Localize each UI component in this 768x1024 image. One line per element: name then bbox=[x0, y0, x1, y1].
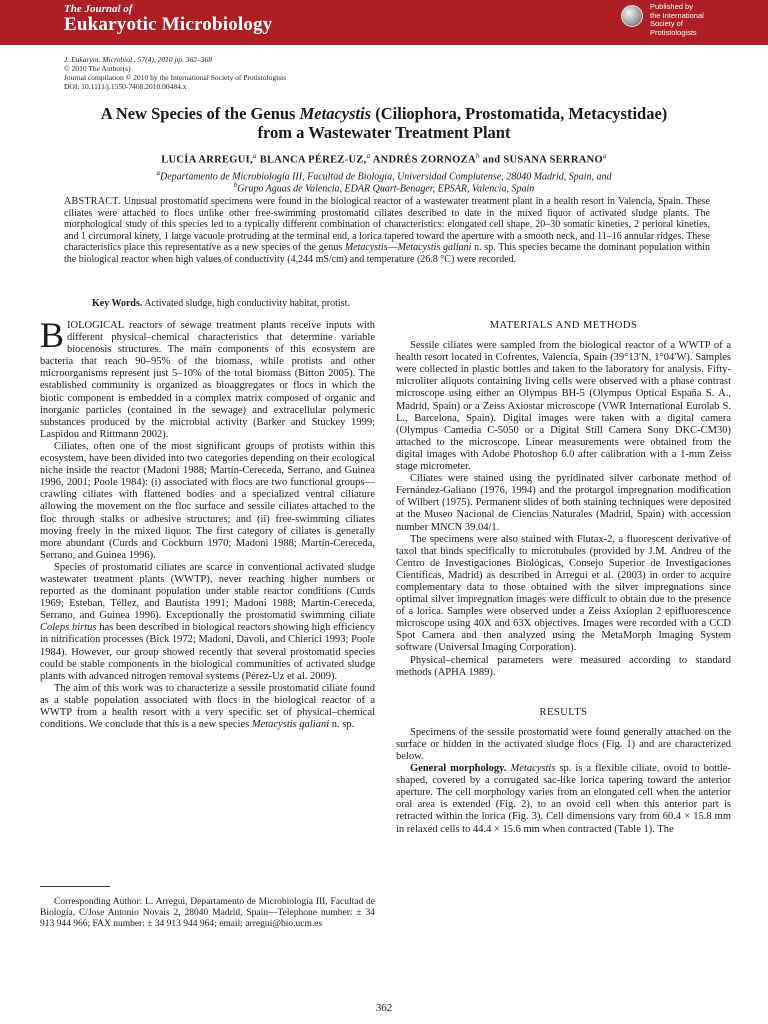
abstract-genus: Metacystis bbox=[344, 242, 388, 254]
body-text: Species of prostomatid ciliates are scarce in conventional activated sludge wastewater treatment plants (WWTP), never reaching higher numbers or reported as the dominant population under stable reactor conditions (Curds 1969; Esteban, Téllez, and Bautista 1991; Madoni 1988; Martín-Cereceda, Serrano, and Guinea 1996). Exceptionally the prostomatid swimming ciliate bbox=[40, 561, 375, 622]
affiliation-text: Grupo Aguas de Valencia, EDAR Quart-Benager, EPSAR, Valencia, Spain bbox=[237, 183, 535, 195]
citation-journal: J. Eukaryot. Microbiol., 57(4), 2010 pp. 362–368 bbox=[64, 55, 213, 64]
body-paragraph: The specimens were also stained with Flutax-2, a fluorescent derivative of taxol that binds specifically to microtubules (provided by J.M. Andreu of the Centro de Investigaciones Biológicas, Consejo Superior de Investigaciones Científicas, Madrid) as described in Arregui et al. (2003) in order to acquire complementary data to those obtained with the silver impregnations since optimal silver impregnation images were difficult to obtain due to the presence of a lorica. Samples were observed under a Zeiss Axioplan 2 epifluorescence microscope using 40X and 63X objectives. Images were recorded with a CCD Spot Camera and then analyzed using the MetaMorph Imaging System software (Universal Imaging Corporation). bbox=[396, 533, 731, 654]
left-column bbox=[40, 315, 376, 731]
section-heading-results: RESULTS bbox=[539, 706, 588, 718]
page-number: 362 bbox=[375, 1002, 393, 1014]
author-affil-mark: a bbox=[366, 152, 371, 160]
drop-cap: B bbox=[40, 315, 65, 355]
author-name: and SUSANA SERRANO bbox=[479, 154, 603, 166]
abstract-label: ABSTRACT. bbox=[64, 196, 121, 207]
body-paragraph: Ciliates were stained using the pyridinated silver carbonate method of Fernández-Galiano (1976, 1994) and the protargol impregnation modification of Wilbert (1975). Permanent slides of both staining techniques were deposited at the Museo Nacional de Ciencias Naturales (Madrid, Spain) with accession number MNCN 39.04/1. bbox=[396, 473, 731, 533]
abstract-species: Metacystis galiani bbox=[397, 242, 472, 254]
section-heading-methods: MATERIALS AND METHODS bbox=[489, 320, 638, 331]
author-affil-mark: b bbox=[475, 152, 480, 160]
footnote-divider bbox=[40, 886, 110, 887]
right-column bbox=[396, 320, 731, 836]
title-genus: Metacystis bbox=[299, 104, 372, 123]
affiliation-mark: a bbox=[156, 169, 160, 177]
affiliation-mark: b bbox=[233, 181, 238, 189]
body-text: has been described in biological reactors showing high efficiency in nitrification processes (Bick 1972; Madoni, Davoli, and Chierici 1993; Poole 1984). However, our group showed recently that several prostomatid species could be stable components in the biological communities of activated sludge plants with advanced nitrogen removal systems (Pérez-Uz et al. 2009). bbox=[40, 622, 375, 682]
body-paragraph: Specimens of the sessile prostomatid were found generally attached on the surface or hidden in the activated sludge flocs (Fig. 1) and are characterized below. bbox=[396, 726, 731, 762]
body-paragraph bbox=[40, 683, 375, 731]
abstract-dash: — bbox=[387, 242, 398, 254]
intro-text: reactors of sewage treatment plants receive inputs with different physical–chemical characteristics that determine variable biocenosis structures. The main components of this ecosystem are bacteria that reach 90–95% of the biomass, while protists and other microorganisms represent just 5–10% of the total biomass (Bitton 2005). The established community is organized as bioaggregates or flocs in which the biotic component is embedded in a complex matrix composed of organic and inorganic particles (contained in the sewage) and extracellular polymeric substances produced by the microbial activity (Barker and Stuckey 1999; Laspidou and Rittmann 2002). bbox=[40, 320, 375, 440]
body-paragraph: Physical–chemical parameters were measured according to standard methods (APHA 1989). bbox=[396, 654, 731, 678]
body-text: The aim of this work was to characterize a sessile prostomatid ciliate found as a stable population associated with flocs in the biological reactor of a WWTP from a health resort with a very specific set of physical–chemical conditions. We conclude that this is a new species bbox=[40, 682, 375, 731]
title-line2: from a Wastewater Treatment Plant bbox=[257, 123, 511, 142]
body-text: sp. is a flexible ciliate, ovoid to bottle-shaped, covered by a corrugated sac-like lorica tapering toward the anterior aperture. The cell morphology varies from an elongated cell when the anterior oral area is extended (Fig. 2), to an ovoid cell when this anterior part is retracted within the lorica (Fig. 3). Cell dimensions vary from 60.4 × 15.8 mm in relaxed cells to 44.4 × 15.6 mm when contracted (Table 1). The bbox=[396, 763, 731, 835]
body-paragraph bbox=[396, 763, 731, 836]
keywords-label: Key Words. bbox=[92, 298, 143, 309]
publisher-note bbox=[650, 3, 762, 37]
keywords-text: Activated sludge, high conductivity habitat, protist. bbox=[142, 298, 350, 309]
species-name: Coleps hirtus bbox=[40, 622, 97, 634]
species-name: Metacystis galiani bbox=[251, 719, 330, 731]
abstract bbox=[64, 196, 710, 266]
species-name: Metacystis bbox=[510, 763, 556, 775]
body-text: n. sp. bbox=[329, 719, 355, 731]
author-list bbox=[40, 152, 728, 166]
globe-icon bbox=[621, 5, 643, 27]
intro-paragraph bbox=[40, 315, 375, 441]
subsection-label: General morphology. bbox=[410, 763, 507, 775]
publisher-line: Protistologists bbox=[650, 27, 697, 37]
body-paragraph: Sessile ciliates were sampled from the biological reactor of a WWTP of a health resort located in Cofrentes, Valencia, Spain (39°13′N, 1°04′W). Samples were collected in plastic bottles and taken to the laboratory for analysis. Fifty-microliter aliquots containing living cells were observed with a phase contrast microscope using either an Olympus BH-5 (Olympus Optical España S. A., Madrid, Spain) or a Zeiss Axiostar microscope (VWR International Eurolab S. L., Barcelona, Spain). Digital images were taken with a digital camera (Olympus Camedia C-5050 or a Digital Still Camera Sony DKC-CM30) attached to the microscope. Linear measurements were obtained from the digital images with Adobe Photoshop 6.0 after calibration with a 1-mm Zeiss stage micrometer. bbox=[396, 340, 731, 473]
title-part1: A New Species of the Genus bbox=[100, 104, 300, 123]
affiliation-b bbox=[40, 179, 728, 195]
author-name: BLANCA PÉREZ-UZ, bbox=[256, 154, 367, 166]
journal-kicker: The Journal of bbox=[64, 3, 133, 15]
citation-compilation: Journal compilation © 2010 by the International Society of Protistologists bbox=[64, 73, 287, 82]
body-paragraph: Ciliates, often one of the most significant groups of protists within this ecosystem, have been divided into two categories depending on their ecological niche inside the reactor (Madoni 1988; Martín-Cereceda, Serrano, and Guinea 1996, 2001; Poole 1984): (i) associated with flocs are two functional groups—crawling ciliates with flattened bodies and a specialized ventral ciliature allowing the movement on the floc surface and sessile ciliates attached to the floc through stalks or adhesive structures; and (ii) free-swimming ciliates moving freely in the mixed liquor. The first category of ciliates is generally more abundant (Curds and Cockburn 1970; Madoni 1988; Martín-Cereceda, Serrano, and Guinea 1996). bbox=[40, 440, 376, 561]
keywords bbox=[92, 298, 712, 310]
publisher-line: Published by bbox=[650, 2, 693, 11]
publisher-line: Society of bbox=[650, 19, 683, 28]
author-affil-mark: a bbox=[252, 152, 257, 160]
author-name: LUCÍA ARREGUI, bbox=[161, 154, 253, 166]
intro-lead-word: IOLOGICAL bbox=[67, 320, 125, 331]
corresponding-author-footnote: Corresponding Author: L. Arregui, Departamento de Microbiología III, Facultad de Biología, C/Jose Antonio Novais 2, 28040 Madrid, Spain—Telephone number: ± 34 913 944 966; FAX number: ± 34 913 944 964; email: arregui@bio.ucm.es bbox=[40, 897, 375, 930]
journal-header-band bbox=[0, 0, 768, 45]
author-name: ANDRÉS ZORNOZA bbox=[370, 154, 476, 166]
affiliation-text: Departamento de Microbiología III, Facultad de Biología, Universidad Complutense, 28040 Madrid, Spain, and bbox=[159, 171, 612, 183]
journal-title: Eukaryotic Microbiology bbox=[64, 14, 273, 35]
citation-copyright: © 2010 The Author(s) bbox=[64, 64, 131, 73]
title-part2: (Ciliophora, Prostomatida, Metacystidae) bbox=[371, 104, 668, 123]
citation-doi[interactable]: DOI: 10.1111/j.1550-7408.2010.00484.x bbox=[64, 82, 187, 91]
publisher-line: the International bbox=[650, 10, 704, 20]
citation-block bbox=[64, 55, 464, 91]
article-title bbox=[40, 104, 728, 142]
author-affil-mark: a bbox=[602, 152, 607, 160]
abstract-text: Unusual prostomatid specimens were found in the biological reactor of a wastewater treatment plant in a health resort in Valencia, Spain. These ciliates were attached to flocs unlike other free-swimming prostomatid ciliates described to date in the mixed liquor of activated sludge plants. The morphological study of this species led to a typically different combination of characteristics: elongated cell shape, 20–30 somatic kineties, 2 perioral kineties, and 1 circumoral kinety, 1 large vacuole protruding at the terminal end, a lorica tapered toward the aperture with a smooth neck, and 11–16 annular ridges. These characteristics place this representative as a new species of the genus bbox=[64, 196, 710, 254]
body-paragraph bbox=[40, 562, 375, 683]
abstract-text-end: n. sp. This species became the dominant population within the biological reactor when high values of conductivity (4,244 mS/cm) and temperature (26.8 °C) were recorded. bbox=[64, 242, 710, 265]
